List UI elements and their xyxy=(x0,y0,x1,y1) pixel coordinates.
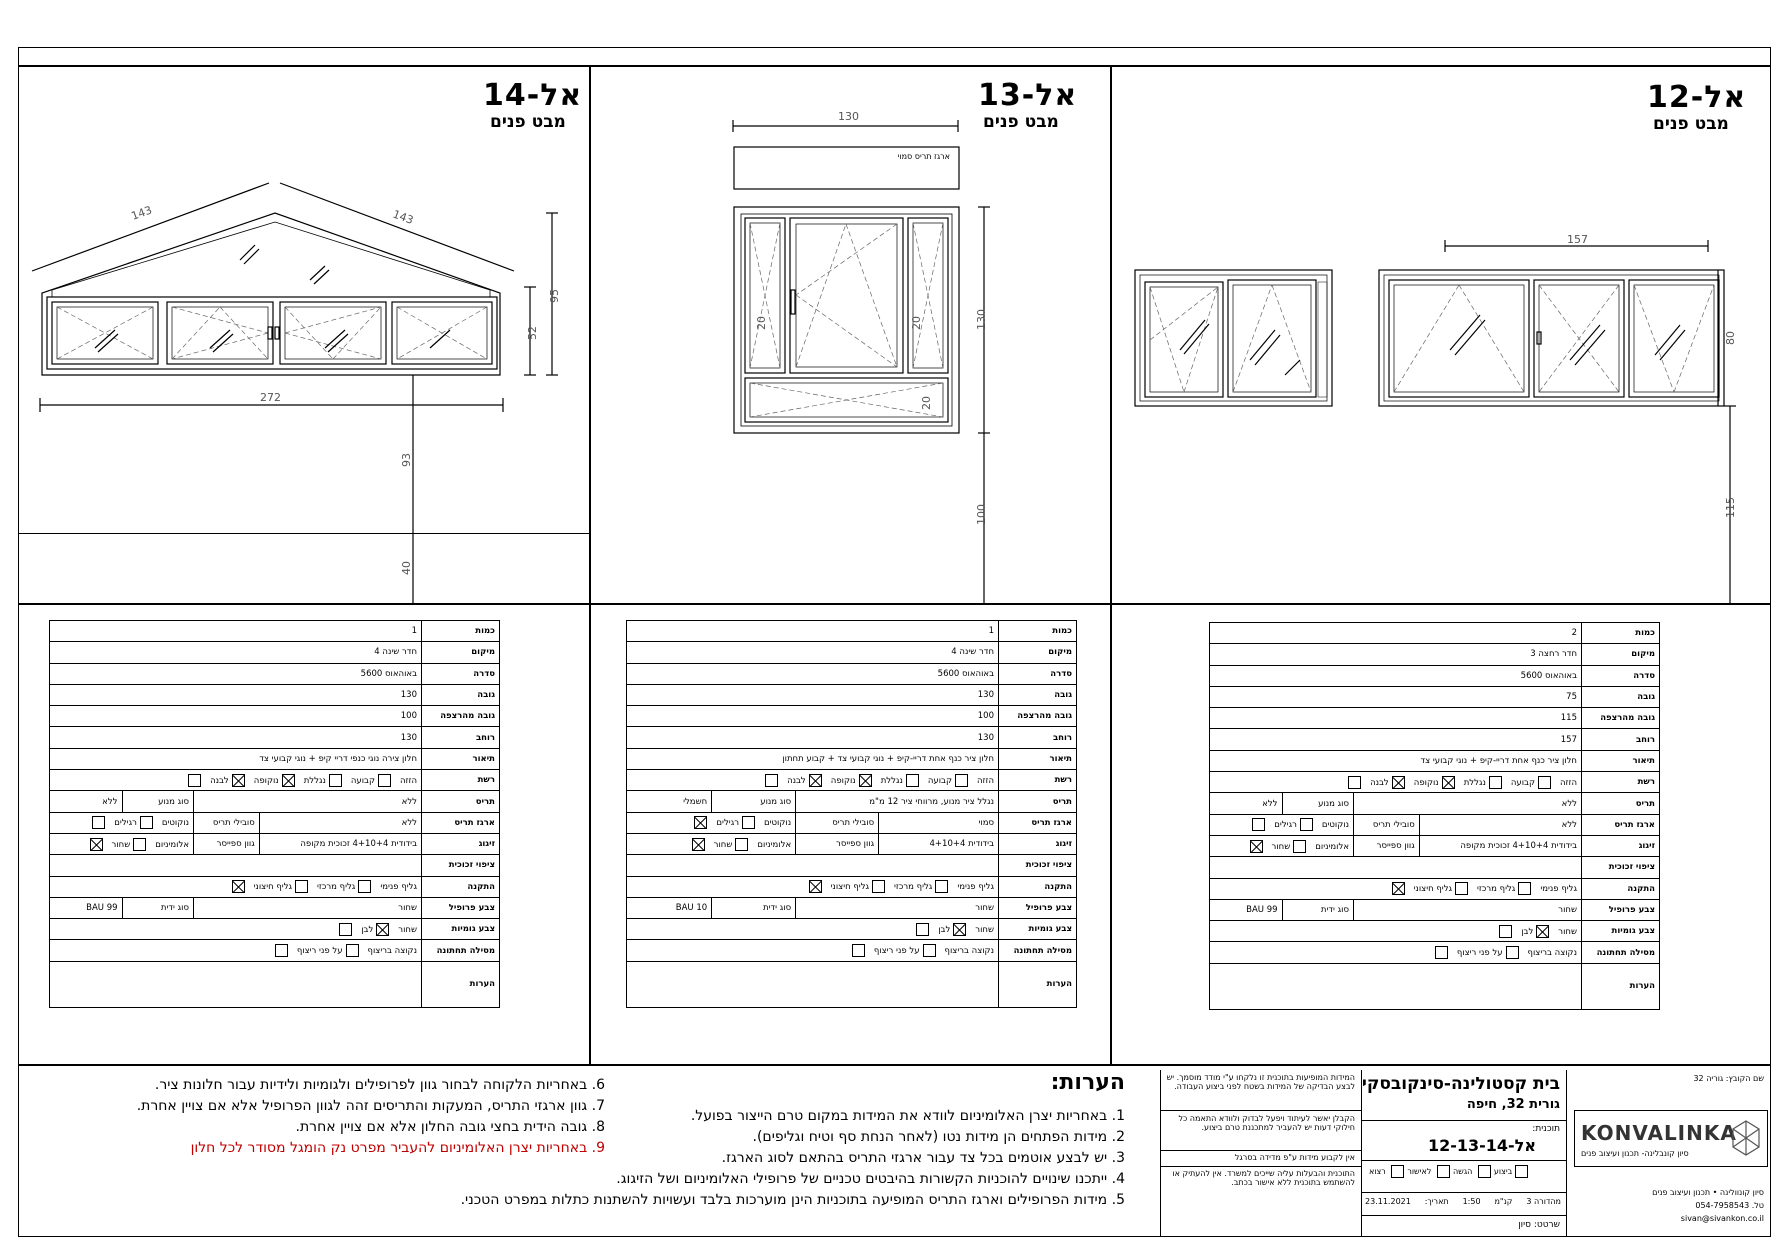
svg-text:143: 143 xyxy=(129,203,154,223)
panel-subtitle-12: מבט פנים xyxy=(1653,114,1729,134)
note-item: 7. גוון ארגזי התריס, המעקות והתריסים זהה לגוון הפרופיל אלא אם צויין אחרת. xyxy=(136,1098,605,1114)
notes-title: הערות: xyxy=(1050,1070,1125,1095)
panel-title-14: אל-14 xyxy=(483,78,583,113)
title-block xyxy=(1160,1070,1772,1237)
spec-table-al14: כמות 1 מיקום חדר שינה 4 סדרה באוהאוס 5600 גובה 130 גובה מהרצפה 100 רוחב 130 תיאור חלון צירה נוגי כנפי דריי קיפ + נוגי קבועי צד רשת הזזהקבועהנגללתנוקופהלבנה תריס ללא סוג מנוע ללא ארגז תריס ללא סובילי תריס נוקוטיםרגילים זיגוג בידודית 4+10+4 זכוכית מקופה גוון ספייסר אלומיניוםשחור ציפוי זכוכית התקנה גליף פנימיגליף מרכזיגליף חיצוני צבע פרופיל שחור סוג ידית BAU 99 צבע גומיות שחורלבן מסילה תחתונה נקוצה בריצוףעל פני ריצוף הערות xyxy=(49,620,500,1008)
note-item: 8. גובה הידית בחצי גובה החלון אלא אם צויין אחרת. xyxy=(295,1119,605,1135)
svg-text:143: 143 xyxy=(390,207,416,228)
disclaimer-column: המידות המופיעות בתוכנית זו נלקחו ע"י מודד מוסמך. יש לבצע הבדיקה של המידות בשטח לפני ביצוע העבודה. הקבלן יאשר לעיתוד ויפעל לבדוק ולוודא התאמה כל חילוקי דעות יש להעביר למתכננת טרם ביצוע. אין לקבוע מידות ע"פ מדידה בסרגל התוכנית והבעלות עליה שייכים למשרד. אין להעתיק או להשתמש בתוכנית ללא אישור בכתב. xyxy=(1161,1070,1362,1237)
svg-text:40: 40 xyxy=(400,561,413,575)
svg-text:95: 95 xyxy=(548,289,561,303)
panel-subtitle-14: מבט פנים xyxy=(490,112,566,132)
drawing-number: אל-12-13-14 xyxy=(1427,1136,1536,1155)
window-al14 xyxy=(32,183,558,603)
note-item: 6. באחריות הלקוחה לבחור גוון לפרופילים ולגומיות ולידיות עבור חלונות ציר. xyxy=(154,1077,605,1093)
svg-text:157: 157 xyxy=(1567,233,1588,246)
note-item: 2. מידות הפתחים הן מידות נטו (לאחר הנחת סף וטיח וגליפים). xyxy=(752,1129,1125,1145)
note-item-warning: 9. באחריות יצרן האלומיניום להעביר מפרט נק הומגל מסודר לכל חלון xyxy=(190,1140,605,1156)
note-item: 5. מידות הפרופילים וארגז התריס המופיעה בתוכניות הינן מוערכות בלבד ועשויות להשתנות כתלות במפרט הטכני. xyxy=(460,1192,1125,1208)
svg-text:100: 100 xyxy=(975,504,988,525)
svg-text:115: 115 xyxy=(1724,497,1737,518)
snowflake-icon xyxy=(1730,1119,1762,1157)
bottom-divider xyxy=(18,1064,1771,1066)
notes-list-side xyxy=(30,1077,605,1161)
company-column: שם הקובץ: גוריה 32 KONVALINKA סיון קונבלינה- תכנון ועיצוב פנים סיון קונוולינה • תכנון ועיצוב פנים טל. 054-7958543 sivan@sivankon.co.il xyxy=(1566,1070,1772,1237)
note-item: 1. באחריות יצרן האלומיניום לוודא את המידות במקום טרם הייצור בפועל. xyxy=(690,1108,1125,1124)
svg-text:130: 130 xyxy=(838,110,859,123)
svg-text:272: 272 xyxy=(260,391,281,404)
note-item: 4. ייתכנו שינויים להוכניות הקשורות בהיבטים טכניים של פרופילי האלומיניום ושל הזיגוג. xyxy=(616,1171,1125,1187)
project-address: גורית 32, חיפה xyxy=(1466,1097,1560,1112)
window-al12-left xyxy=(1135,270,1332,406)
file-name: שם הקובץ: גוריה 32 xyxy=(1693,1074,1764,1083)
logo-box: KONVALINKA סיון קונבלינה- תכנון ועיצוב פנים xyxy=(1574,1110,1768,1167)
svg-text:20: 20 xyxy=(910,316,923,330)
svg-text:52: 52 xyxy=(526,326,539,340)
spec-table-al12: כמות 2 מיקום חדר רחצה 3 סדרה באוהאוס 5600 גובה 75 גובה מהרצפה 115 רוחב 157 תיאור חלון ציר כנף אחת דריי-קיפ + נוגי קבועי צד רשת הזזהקבועהנגללתנוקופהלבנה תריס ללא סוג מנוע ללא ארגז תריס ללא סובילי תריס נוקוטיםרגילים זיגוג בידודית 4+10+4 זכוכית מקופה גוון ספייסר אלומיניוםשחור ציפוי זכוכית התקנה גליף פנימיגליף מרכזיגליף חיצוני צבע פרופיל שחור סוג ידית BAU 99 צבע גומיות שחורלבן מסילה תחתונה נקוצה בריצוףעל פני ריצוף הערות xyxy=(1209,622,1660,1010)
panel-subtitle-13: מבט פנים xyxy=(983,112,1059,132)
company-logo: KONVALINKA xyxy=(1581,1121,1737,1145)
note-item: 3. יש לבצע אוטמים בכל צד עבור ארגזי התריס בהתאם לסוג הארגז. xyxy=(721,1150,1125,1166)
project-column: בית קסטולינה-סינקובסקי גורית 32, חיפה תוכנית: אל-12-13-14 ביצוע הגשה לאישור רצוא מהדורה 3 קנ"מ 1:50 תאריך: 23.11.2021 שרטט: סיון xyxy=(1361,1070,1567,1237)
meta-row: מהדורה 3 קנ"מ 1:50 תאריך: 23.11.2021 xyxy=(1365,1197,1561,1206)
svg-text:20: 20 xyxy=(920,396,933,410)
spec-table-al13: כמות 1 מיקום חדר שינה 4 סדרה באוהאוס 5600 גובה 130 גובה מהרצפה 100 רוחב 130 תיאור חלון ציר כנף אחת דריי-קיפ + נוגי קבועי צד + קבוע תחתון רשת הזזהקבועהנגללתנוקופהלבנה תריס נגלל ציר מנוע, מרווחי ציר 12 מ"מ סוג מנוע חשמלי ארגז תריס סמוי סובילי תריס נוקוטיםרגילים זיגוג בידודית 4+10+4 גוון ספייסר אלומיניוםשחור ציפוי זכוכית התקנה גליף פנימיגליף מרכזיגליף חיצוני צבע פרופיל שחור סוג ידית BAU 10 צבע גומיות שחורלבן מסילה תחתונה נקוצה בריצוףעל פני ריצוף הערות xyxy=(626,620,1077,1008)
drawn-by: שרטט: סיון xyxy=(1518,1220,1560,1230)
panel-title-12: אל-12 xyxy=(1647,80,1747,115)
window-al12-right xyxy=(1379,240,1736,603)
panel-title-13: אל-13 xyxy=(978,78,1078,113)
svg-text:20: 20 xyxy=(755,316,768,330)
window-al13 xyxy=(733,120,990,603)
status-options: ביצוע הגשה לאישור רצוא xyxy=(1369,1165,1531,1178)
project-name: בית קסטולינה-סינקובסקי xyxy=(1361,1074,1560,1094)
svg-text:80: 80 xyxy=(1724,331,1737,345)
svg-text:130: 130 xyxy=(975,309,988,330)
svg-text:93: 93 xyxy=(400,453,413,467)
shutter-box-label: ארגז תריס סמוי xyxy=(897,152,950,161)
